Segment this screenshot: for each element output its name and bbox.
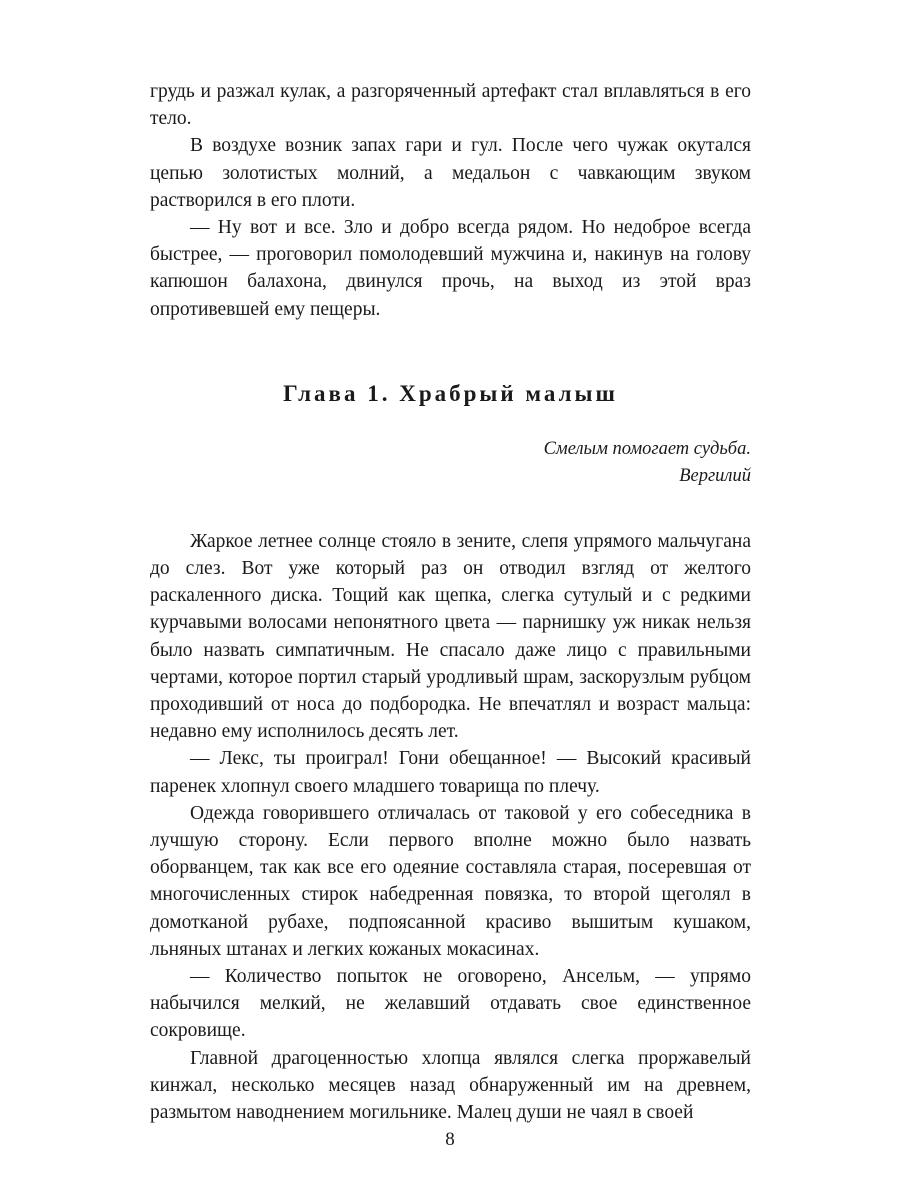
page-number: 8 xyxy=(445,1129,455,1150)
book-page xyxy=(150,78,751,1126)
body-paragraph-3: Одежда говорившего отличалась от таковой у его собеседника в лучшую сторону. Если первого вполне можно было назвать оборванцем, так как все его одеяние составляла старая, посеревшая от многочисленных стирок набедренная повязка, то второй щеголял в домотканой рубахе, подпоясанной красиво вышитым кушаком, льняных штанах и легких кожаных мокасинах. xyxy=(150,802,751,960)
epigraph-author: Вергилий xyxy=(679,465,751,486)
prologue-paragraph-3: — Ну вот и все. Зло и добро всегда рядом. Но недоброе всегда быстрее, — проговорил помолодевший мужчина и, накинув на голову капюшон балахона, двинулся прочь, на выход из этой враз опротивевшей ему пещеры. xyxy=(150,217,751,320)
body-paragraph-2: — Лекс, ты проиграл! Гони обещанное! — Высокий красивый паренек хлопнул своего младшего товарища по плечу. xyxy=(150,748,751,797)
prologue-paragraph-2: В воздухе возник запах гари и гул. После чего чужак окутался цепью золотистых молний, а медальон с чавкающим звуком растворился в его плоти. xyxy=(150,135,751,211)
chapter-body xyxy=(150,528,751,1126)
body-paragraph-1: Жаркое летнее солнце стояло в зените, слепя упрямого мальчугана до слез. Вот уже который раз он отводил взгляд от желтого раскаленного диска. Тощий как щепка, слегка сутулый и с редкими курчавыми волосами непонятного цвета — парнишку уж никак нельзя было назвать симпатичным. Не спасало даже лицо с правильными чертами, которое портил старый уродливый шрам, заскорузлым рубцом проходивший от носа до подбородка. Не впечатлял и возраст мальца: недавно ему исполнилось десять лет. xyxy=(150,530,751,743)
chapter-title: Глава 1. Храбрый малыш xyxy=(283,380,618,406)
body-paragraph-5: Главной драгоценностью хлопца являлся слегка проржавелый кинжал, несколько месяцев назад обнаруженный им на древнем, размытом наводнением могильнике. Малец души не чаял в своей xyxy=(150,1047,751,1124)
body-paragraph-4: — Количество попыток не оговорено, Ансельм, — упрямо набычился мелкий, не желавший отдавать свое единственное сокровище. xyxy=(150,966,751,1042)
epigraph xyxy=(150,436,751,490)
prologue-paragraph-1: грудь и разжал кулак, а разгоряченный артефакт стал вплавляться в его тело. xyxy=(150,81,751,130)
epigraph-text: Смелым помогает судьба. xyxy=(543,438,751,459)
